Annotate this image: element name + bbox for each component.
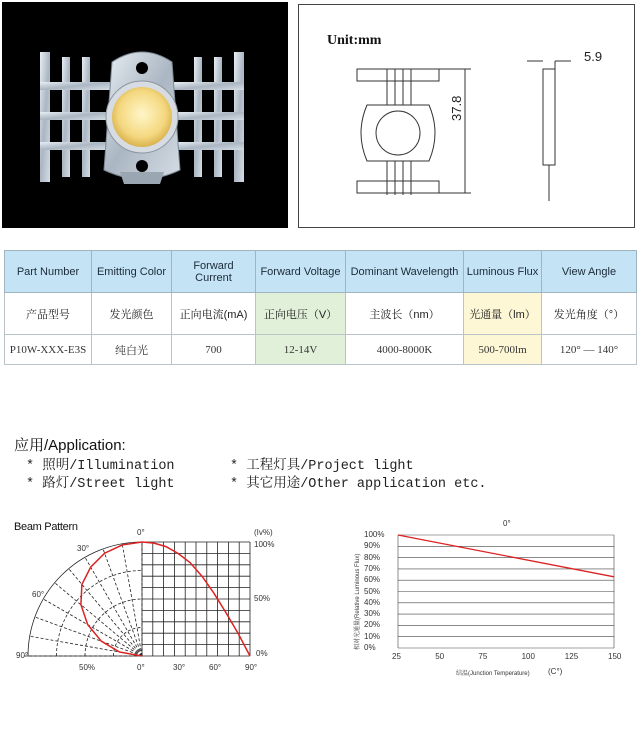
height-dimension: 37.8: [449, 95, 464, 121]
cn-luminous-flux: 光通量（lm）: [464, 293, 542, 335]
beam-bottom-label-30: 30°: [173, 663, 186, 672]
value-part-number: P10W-XXX-E3S: [5, 335, 92, 365]
temp-y-tick: 0%: [364, 643, 376, 652]
dimension-sketch: [299, 5, 636, 229]
temp-x-tick: 125: [564, 652, 579, 661]
beam-bottom-label-50: 50%: [79, 663, 96, 672]
spec-cn-row: [5, 293, 637, 335]
beam-bottom-label-90: 90°: [245, 663, 258, 672]
header-view-angle: View Angle: [542, 251, 637, 293]
temp-x-unit: (C°): [548, 667, 563, 676]
temp-y-tick: 30%: [364, 609, 381, 619]
cn-view-angle: 发光角度（°）: [542, 293, 637, 335]
temp-y-tick: 40%: [364, 597, 381, 607]
application-item-street-light: * 路灯/Street light: [26, 477, 175, 492]
temp-y-tick: 10%: [364, 631, 381, 641]
value-luminous-flux: 500-700lm: [464, 335, 542, 365]
beam-angle-label-0: 0°: [137, 528, 145, 537]
temp-x-tick: 75: [478, 652, 488, 661]
dimension-drawing: [298, 4, 635, 228]
application-item-other: * 其它用途/Other application etc.: [230, 477, 487, 492]
cn-dominant-wavelength: 主波长（nm）: [346, 293, 464, 335]
temp-chart: [388, 530, 628, 655]
thickness-dimension: 5.9: [584, 49, 603, 64]
header-luminous-flux: Luminous Flux: [464, 251, 542, 293]
cn-forward-voltage: 正向电压（V）: [256, 293, 346, 335]
product-photo: [2, 2, 288, 228]
temp-x-tick: 100: [521, 652, 535, 661]
beam-pattern-grid: [142, 542, 250, 656]
cn-emitting-color: 发光颜色: [92, 293, 172, 335]
temp-y-tick: 70%: [364, 563, 381, 573]
temp-y-tick: 20%: [364, 620, 381, 630]
temp-x-tick: 25: [392, 652, 401, 661]
beam-angle-label-90: 90°: [16, 651, 29, 660]
beam-right-label-0: 0%: [256, 649, 268, 658]
temp-y-tick: 60%: [364, 575, 381, 585]
header-dominant-wavelength: Dominant Wavelength: [346, 251, 464, 293]
application-item-project-light: * 工程灯具/Project light: [230, 459, 414, 474]
temp-y-tick: 90%: [364, 541, 381, 551]
application-item-illumination: * 照明/Illumination: [26, 459, 175, 474]
header-forward-voltage: Forward Voltage: [256, 251, 346, 293]
beam-polar-ring: [28, 542, 142, 656]
beam-bottom-label-60: 60°: [209, 663, 222, 672]
cn-forward-current: 正向电流(mA): [172, 293, 256, 335]
beam-right-label-50: 50%: [254, 594, 271, 603]
temp-x-axis-title: 结温(Junction Temperature): [456, 671, 530, 677]
beam-pattern-polar-curve: [81, 542, 142, 656]
value-view-angle: 120° — 140°: [542, 335, 637, 365]
spec-table: [4, 250, 637, 365]
beam-bottom-label-0: 0°: [137, 663, 145, 672]
temp-chart-line: [398, 535, 614, 577]
temp-x-tick: 150: [608, 652, 622, 661]
temp-x-tick: 50: [435, 652, 445, 661]
value-emitting-color: 纯白光: [92, 335, 172, 365]
cn-part-number: 产品型号: [5, 293, 92, 335]
header-emitting-color: Emitting Color: [92, 251, 172, 293]
beam-pattern-title: Beam Pattern: [14, 521, 78, 533]
beam-pattern-polar: [24, 542, 142, 656]
application-title: 应用/Application:: [14, 437, 126, 454]
beam-polar-ray: [122, 544, 142, 656]
temp-y-tick: 50%: [364, 586, 381, 596]
spec-value-row: [5, 335, 637, 365]
led-module-image: [2, 2, 288, 228]
value-dominant-wavelength: 4000-8000K: [346, 335, 464, 365]
temp-chart-title: 0°: [503, 519, 511, 528]
temp-y-axis-title: 相对光通量(Relative Luminous Flux): [355, 553, 361, 650]
unit-label: Unit:mm: [327, 33, 382, 48]
value-forward-current: 700: [172, 335, 256, 365]
beam-polar-ring: [85, 599, 142, 656]
value-forward-voltage: 12-14V: [256, 335, 346, 365]
beam-polar-ray: [55, 583, 142, 656]
beam-angle-label-60: 60°: [32, 590, 45, 599]
temp-chart-grid: [398, 535, 614, 648]
beam-angle-label-30: 30°: [77, 544, 90, 553]
beam-right-axis-title: (Iv%): [254, 528, 273, 537]
header-part-number: Part Number: [5, 251, 92, 293]
beam-right-label-100: 100%: [254, 540, 275, 549]
temp-y-tick: 80%: [364, 552, 381, 562]
temp-y-tick: 100%: [364, 530, 385, 539]
header-forward-current: Forward Current: [172, 251, 256, 293]
beam-polar-ring: [57, 571, 143, 657]
spec-header-row: [5, 251, 637, 293]
